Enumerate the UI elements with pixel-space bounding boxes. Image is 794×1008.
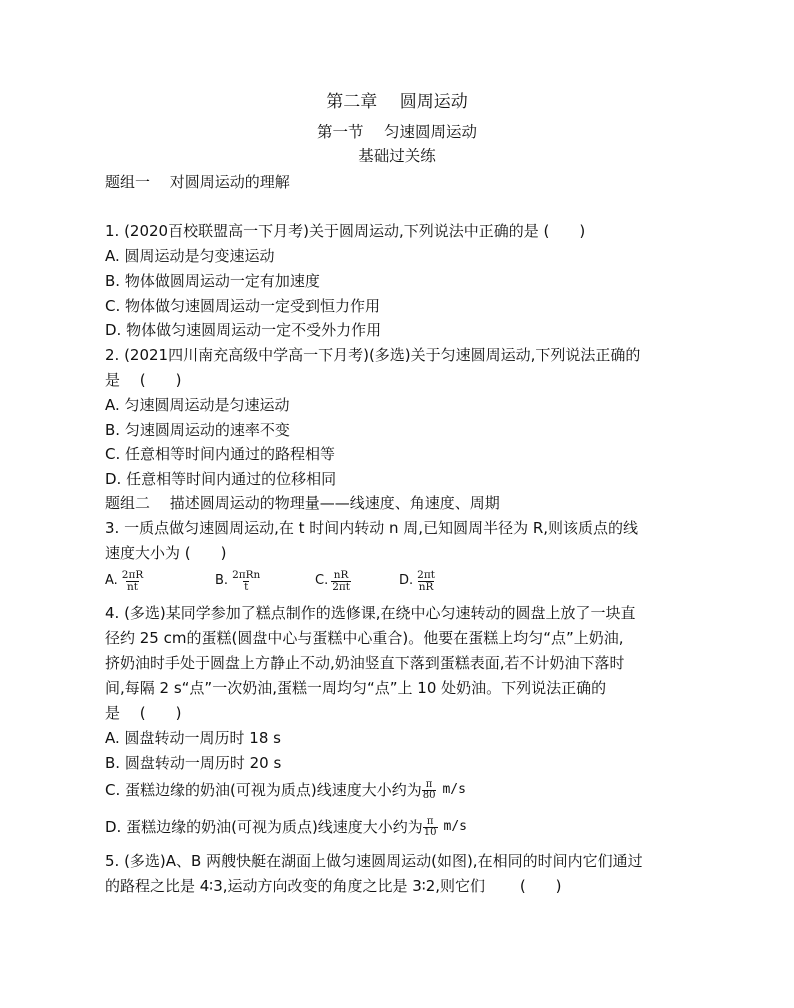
q4-option-c: C. 蛋糕边缘的奶油(可视为质点)线速度大小约为 $\frac{\pi}{80}$ m/s bbox=[105, 778, 466, 801]
practice-title: 基础过关练 bbox=[358, 147, 436, 165]
q4-stem-line2: 径约 25 cm的蛋糕(圆盘中心与蛋糕中心重合)。他要在蛋糕上均匀“点”上奶油, bbox=[105, 629, 624, 647]
q5-stem-line1: 5. (多选)A、B 两艘快艇在湖面上做匀速圆周运动(如图),在相同的时间内它们通过 bbox=[105, 852, 643, 870]
q4-option-b: B. 圆盘转动一周历时 20 s bbox=[105, 754, 282, 772]
q1-option-b: B. 物体做圆周运动一定有加速度 bbox=[105, 272, 320, 290]
fraction: $\frac{\pi}{80}$ bbox=[422, 778, 436, 801]
fraction: $\frac{\pi}{10}$ bbox=[423, 815, 437, 838]
q1-option-c: C. 物体做匀速圆周运动一定受到恒力作用 bbox=[105, 297, 381, 315]
fraction: $\frac{2\pi t}{nR}$ bbox=[417, 568, 435, 593]
fraction: $\frac{2\pi R}{nt}$ bbox=[121, 568, 144, 593]
q5-stem-line2: 的路程之比是 4∶3,运动方向改变的角度之比是 3∶2,则它们 ( ) bbox=[105, 877, 562, 895]
group1-heading: 题组一 对圆周运动的理解 bbox=[105, 173, 290, 191]
q1-stem: 1. (2020百校联盟高一下月考)关于圆周运动,下列说法中正确的是 ( ) bbox=[105, 222, 586, 240]
q2-option-d: D. 任意相等时间内通过的位移相同 bbox=[105, 470, 337, 488]
q3-stem-line1: 3. 一质点做匀速圆周运动,在 t 时间内转动 n 周,已知圆周半径为 R,则该质点的线 bbox=[105, 519, 639, 537]
q4-stem-line5: 是 ( ) bbox=[105, 704, 182, 722]
section-title: 第一节 匀速圆周运动 bbox=[317, 123, 477, 141]
q3-option-a: A. $\frac{2\pi R}{nt}$ bbox=[105, 568, 144, 593]
q3-option-d: D. $\frac{2\pi t}{nR}$ bbox=[399, 568, 435, 593]
q1-option-d: D. 物体做匀速圆周运动一定不受外力作用 bbox=[105, 321, 382, 339]
q4-stem-line4: 间,每隔 2 s“点”一次奶油,蛋糕一周均匀“点”上 10 处奶油。下列说法正确的 bbox=[105, 679, 607, 697]
q2-stem-line2: 是 ( ) bbox=[105, 371, 182, 389]
q2-option-b: B. 匀速圆周运动的速率不变 bbox=[105, 421, 290, 439]
q2-stem-line1: 2. (2021四川南充高级中学高一下月考)(多选)关于匀速圆周运动,下列说法正确的 bbox=[105, 346, 641, 364]
group2-heading: 题组二 描述圆周运动的物理量——线速度、角速度、周期 bbox=[105, 494, 500, 512]
q3-stem-line2: 速度大小为 ( ) bbox=[105, 544, 227, 562]
chapter-title: 第二章 圆周运动 bbox=[326, 92, 468, 112]
q2-option-a: A. 匀速圆周运动是匀速运动 bbox=[105, 396, 290, 414]
q2-option-c: C. 任意相等时间内通过的路程相等 bbox=[105, 445, 336, 463]
fraction: $\frac{nR}{2\pi t}$ bbox=[332, 568, 351, 593]
q3-option-c: C. $\frac{nR}{2\pi t}$ bbox=[315, 568, 351, 593]
q4-stem-line3: 挤奶油时手处于圆盘上方静止不动,奶油竖直下落到蛋糕表面,若不计奶油下落时 bbox=[105, 654, 625, 672]
q1-option-a: A. 圆周运动是匀变速运动 bbox=[105, 247, 275, 265]
fraction: $\frac{\text{2πRn}}{t}$ bbox=[232, 568, 261, 593]
q4-stem-line1: 4. (多选)某同学参加了糕点制作的选修课,在绕中心匀速转动的圆盘上放了一块直 bbox=[105, 604, 636, 622]
q3-option-b: B. $\frac{\text{2πRn}}{t}$ bbox=[215, 568, 261, 593]
q4-option-a: A. 圆盘转动一周历时 18 s bbox=[105, 729, 281, 747]
q3-options bbox=[105, 566, 466, 596]
q4-option-d: D. 蛋糕边缘的奶油(可视为质点)线速度大小约为 $\frac{\pi}{10}$ m/s bbox=[105, 815, 468, 838]
